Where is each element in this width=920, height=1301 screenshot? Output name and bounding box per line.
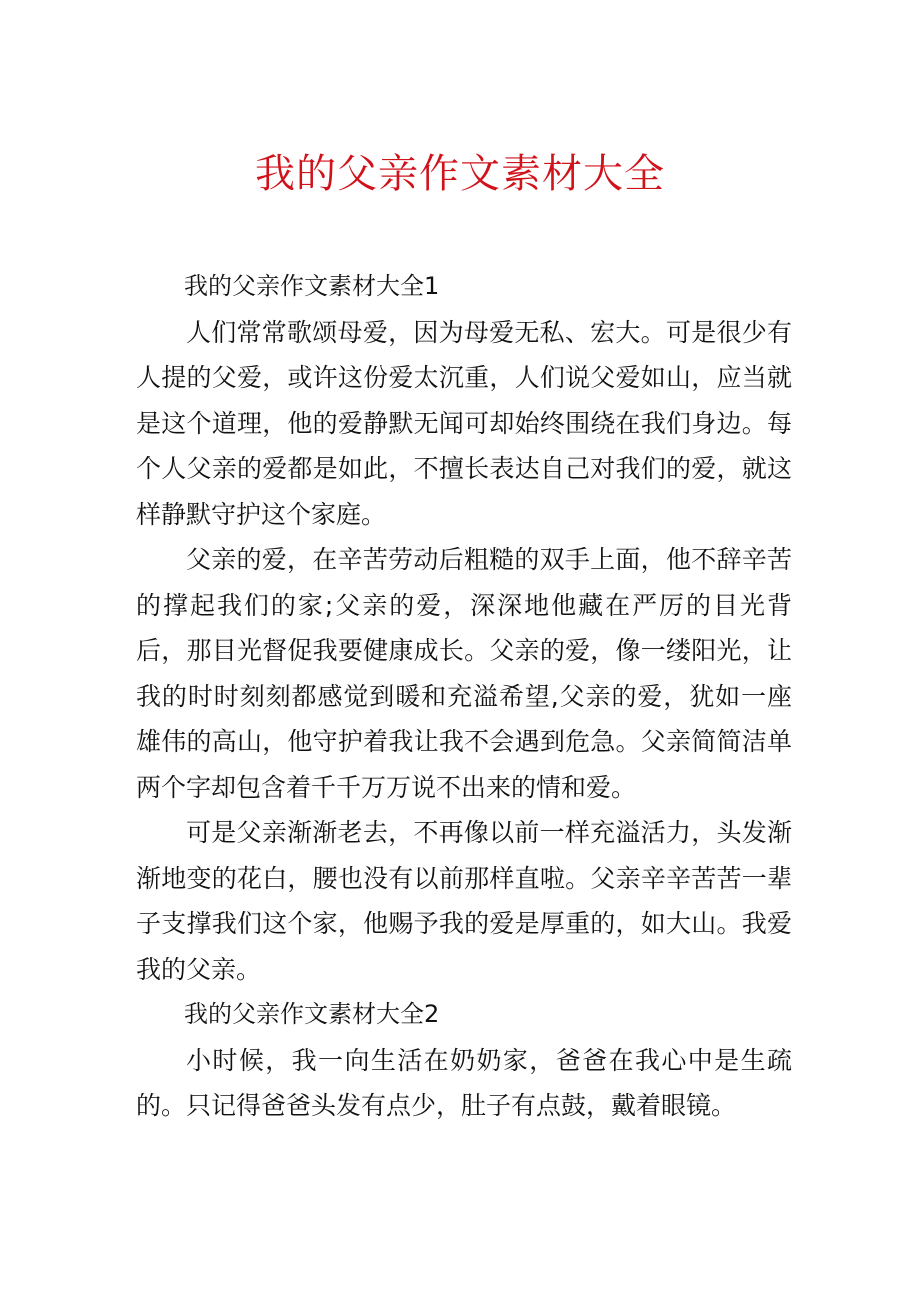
paragraph: 可是父亲渐渐老去，不再像以前一样充溢活力，头发渐渐地变的花白，腰也没有以前那样直啦。父亲辛辛苦苦一辈子支撑我们这个家，他赐予我的爱是厚重的，如大山。我爱我的父亲。 — [136, 818, 792, 984]
section-heading: 我的父亲作文素材大全2 — [184, 1000, 440, 1028]
page-title: 我的父亲作文素材大全 — [255, 151, 665, 197]
section-heading: 我的父亲作文素材大全1 — [184, 272, 440, 300]
paragraph: 父亲的爱，在辛苦劳动后粗糙的双手上面，他不辞辛苦的撑起我们的家;父亲的爱，深深地他藏在严厉的目光背后，那目光督促我要健康成长。父亲的爱，像一缕阳光，让我的时时刻刻都感觉到暖和充溢希望,父亲的爱，犹如一座雄伟的高山，他守护着我让我不会遇到危急。父亲简简洁单两个字却包含着千千万万说不出来的情和爱。 — [136, 545, 792, 802]
document-body — [136, 264, 792, 1129]
paragraph: 小时候，我一向生活在奶奶家，爸爸在我心中是生疏的。只记得爸爸头发有点少，肚子有点鼓，戴着眼镜。 — [136, 1045, 792, 1120]
paragraph: 人们常常歌颂母爱，因为母爱无私、宏大。可是很少有人提的父爱，或许这份爱太沉重，人们说父爱如山，应当就是这个道理，他的爱静默无闻可却始终围绕在我们身边。每个人父亲的爱都是如此，不擅长表达自己对我们的爱，就这样静默守护这个家庭。 — [136, 317, 792, 529]
